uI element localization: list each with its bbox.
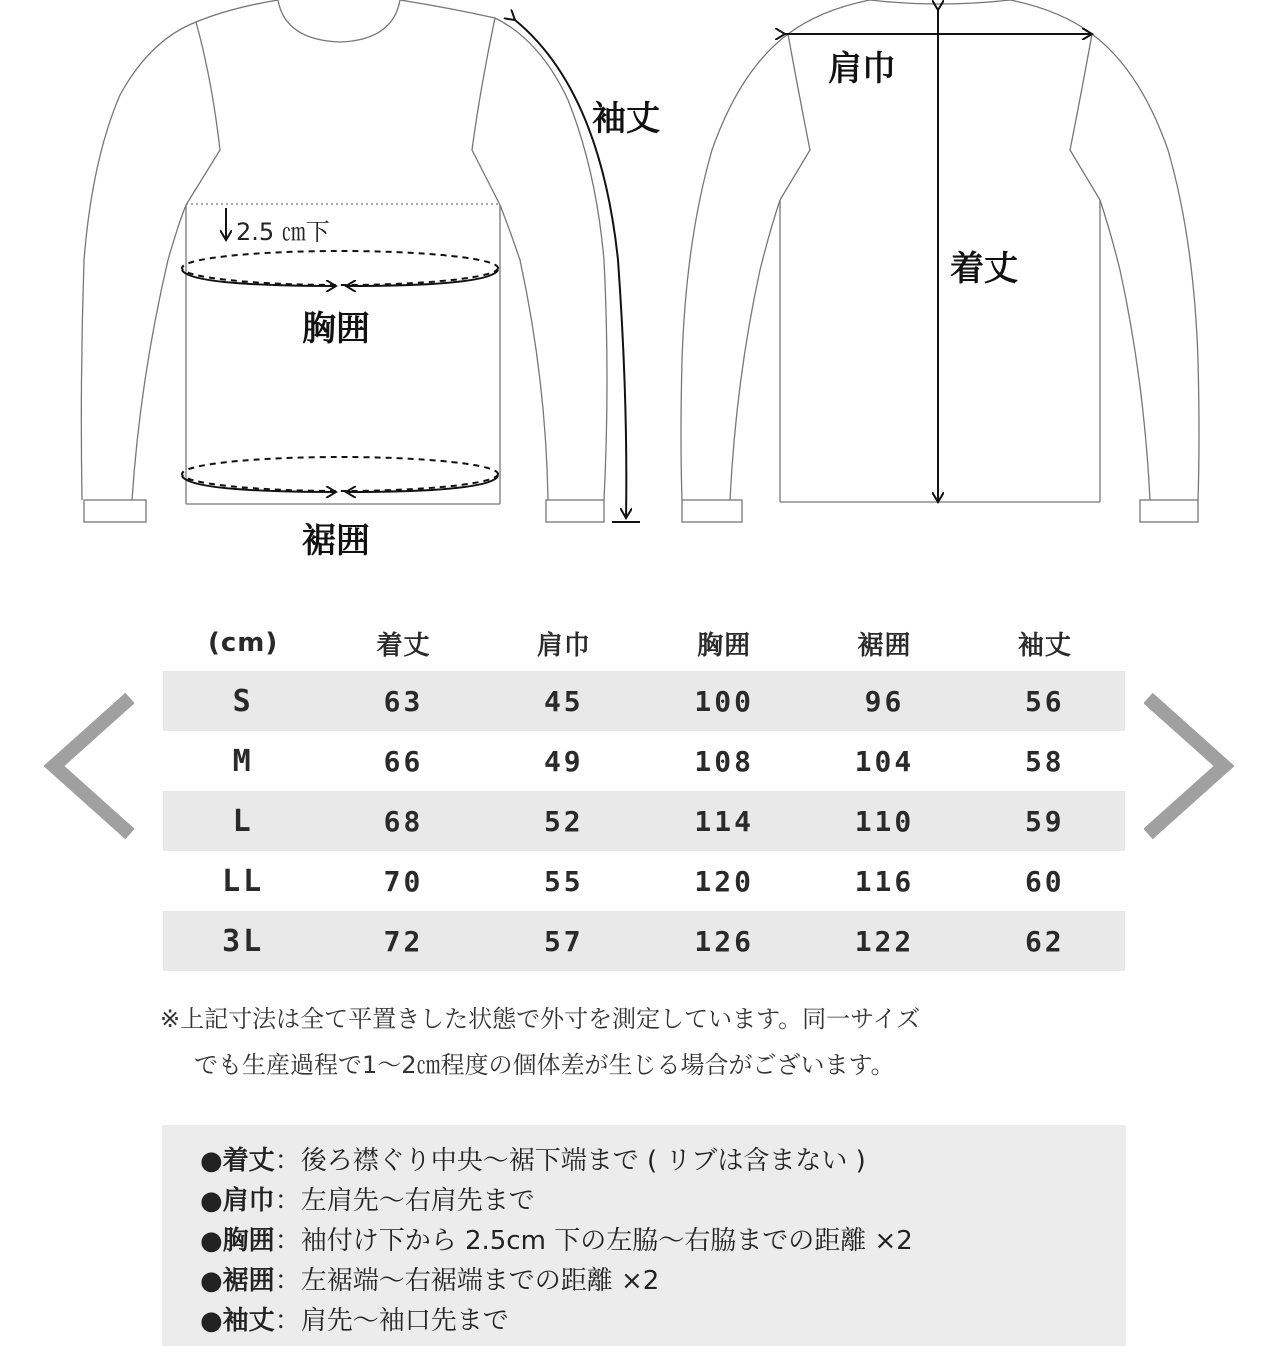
definition-text: ：袖付け下から 2.5cm 下の左脇～右脇までの距離 ×2 xyxy=(274,1226,913,1256)
definition-term: ●裾囲 xyxy=(200,1266,275,1296)
size-cell: LL xyxy=(222,863,265,899)
label-sleeve-length: 袖丈 xyxy=(592,99,660,139)
table-cell: 104 xyxy=(854,744,915,778)
table-cell: 126 xyxy=(644,911,804,971)
size-table xyxy=(163,615,1125,971)
table-cell: 63 xyxy=(323,671,483,731)
table-cell: 114 xyxy=(644,791,804,851)
table-cell: 49 xyxy=(543,744,584,778)
hem-measure xyxy=(182,457,498,492)
table-row xyxy=(163,671,1125,731)
measurement-definitions xyxy=(162,1125,1126,1346)
table-cell: 45 xyxy=(484,671,644,731)
definition-term: ●袖丈 xyxy=(200,1306,275,1336)
table-cell: 68 xyxy=(323,791,483,851)
label-hem: 裾囲 xyxy=(302,521,370,561)
table-cell: 100 xyxy=(644,671,804,731)
definition-term: ●着丈 xyxy=(200,1146,275,1176)
label-shoulder-width: 肩巾 xyxy=(828,49,896,89)
chevron-right-icon xyxy=(1144,690,1234,850)
definition-text: ：左裾端～右裾端までの距離 ×2 xyxy=(274,1266,660,1296)
size-cell: L xyxy=(163,791,323,851)
size-cell: S xyxy=(163,671,323,731)
header-unit: (cm) xyxy=(208,628,279,658)
definition-item xyxy=(200,1181,1126,1221)
table-cell: 96 xyxy=(804,671,964,731)
table-header-row xyxy=(163,615,1125,671)
table-cell: 60 xyxy=(1024,864,1065,898)
size-cell: 3L xyxy=(163,911,323,971)
table-cell: 72 xyxy=(323,911,483,971)
table-cell: 62 xyxy=(965,911,1125,971)
table-row xyxy=(163,911,1125,971)
definition-item xyxy=(200,1221,1126,1261)
table-row xyxy=(163,791,1125,851)
header-sleeve-length: 袖丈 xyxy=(1017,630,1072,661)
definition-term: ●胸囲 xyxy=(200,1226,275,1256)
back-shirt-outline xyxy=(681,0,1199,522)
table-cell: 55 xyxy=(543,864,584,898)
label-chest: 胸囲 xyxy=(302,309,370,349)
label-chest-offset: 2.5 ㎝下 xyxy=(236,218,330,246)
note-line-1: ※上記寸法は全て平置きした状態で外寸を測定しています。同一サイズ xyxy=(160,1005,921,1033)
table-cell: 66 xyxy=(383,744,424,778)
definition-item xyxy=(200,1261,1126,1301)
measurement-note xyxy=(160,996,1120,1088)
sleeve-measure xyxy=(515,20,640,522)
definition-item xyxy=(200,1141,1126,1181)
definition-text: ：後ろ襟ぐり中央～裾下端まで ( リブは含まない ) xyxy=(274,1146,866,1176)
table-cell: 52 xyxy=(484,791,644,851)
table-cell: 110 xyxy=(804,791,964,851)
header-hem: 裾囲 xyxy=(857,630,912,661)
prev-image-button[interactable] xyxy=(44,690,134,850)
table-cell: 116 xyxy=(854,864,915,898)
table-cell: 57 xyxy=(484,911,644,971)
front-shirt-outline xyxy=(81,0,607,522)
table-cell: 58 xyxy=(1024,744,1065,778)
definition-text: ：肩先～袖口先まで xyxy=(274,1306,509,1336)
table-row xyxy=(163,731,1125,791)
size-cell: M xyxy=(232,743,254,779)
table-cell: 70 xyxy=(383,864,424,898)
header-shoulder-width: 肩巾 xyxy=(536,630,591,661)
table-cell: 108 xyxy=(694,744,754,778)
chest-measure xyxy=(182,208,498,286)
table-cell: 59 xyxy=(965,791,1125,851)
table-cell: 120 xyxy=(694,864,754,898)
chevron-left-icon xyxy=(44,690,134,850)
definition-item xyxy=(200,1301,1126,1341)
header-chest: 胸囲 xyxy=(697,630,752,661)
header-body-length: 着丈 xyxy=(376,630,431,661)
table-cell: 56 xyxy=(965,671,1125,731)
table-row xyxy=(163,851,1125,911)
definition-term: ●肩巾 xyxy=(200,1186,275,1216)
table-cell: 122 xyxy=(804,911,964,971)
note-line-2: でも生産過程で1～2㎝程度の個体差が生じる場合がございます。 xyxy=(194,1051,895,1079)
next-image-button[interactable] xyxy=(1144,690,1234,850)
label-body-length: 着丈 xyxy=(950,249,1018,289)
garment-diagram xyxy=(0,0,1280,580)
definition-text: ：左肩先～右肩先まで xyxy=(274,1186,535,1216)
